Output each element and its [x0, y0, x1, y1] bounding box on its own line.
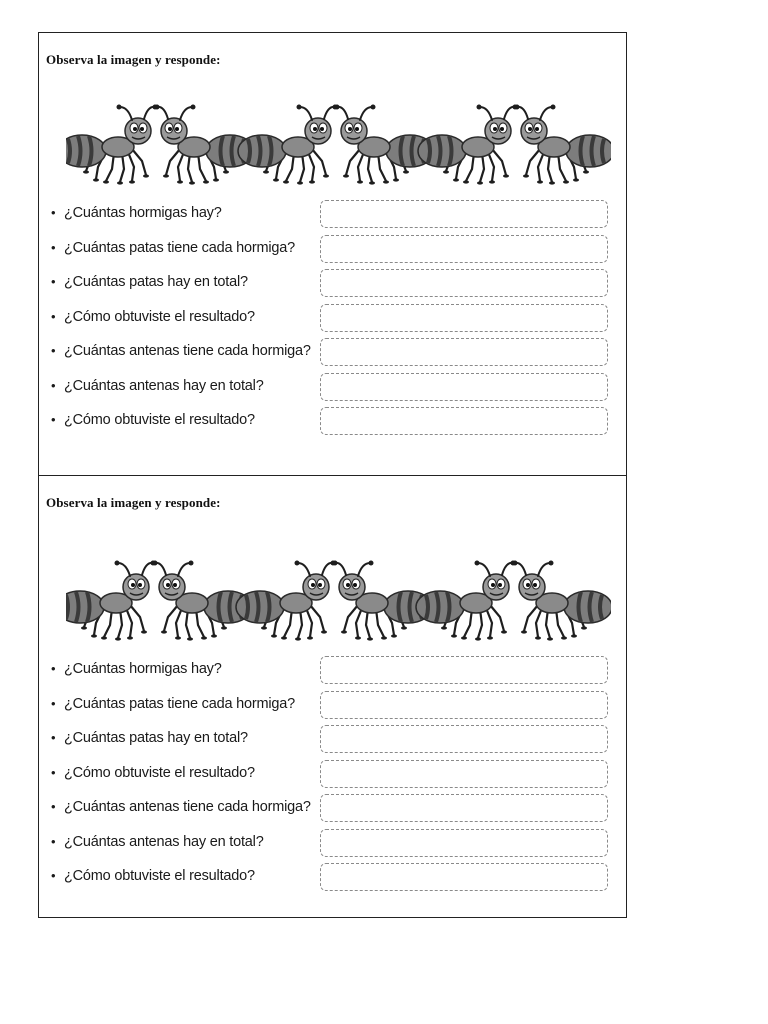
ant-icon — [66, 105, 160, 185]
question-row — [51, 405, 608, 440]
question-text: ¿Cuántas patas tiene cada hormiga? — [64, 239, 295, 256]
answer-box[interactable] — [320, 338, 608, 366]
ant-icon — [513, 105, 612, 185]
bullet: • — [51, 308, 56, 324]
bullet: • — [51, 377, 56, 393]
answer-box[interactable] — [320, 794, 608, 822]
answer-box[interactable] — [320, 691, 608, 719]
question-row — [51, 233, 608, 268]
question-row — [51, 689, 608, 724]
question-row — [51, 758, 608, 793]
answer-box[interactable] — [320, 656, 608, 684]
question-text: ¿Cuántas antenas tiene cada hormiga? — [64, 343, 311, 359]
ant-icon — [66, 561, 158, 641]
question-text: ¿Cuántas patas hay en total? — [64, 730, 248, 746]
answer-box[interactable] — [320, 863, 608, 891]
bullet: • — [51, 730, 56, 745]
question-text: ¿Cuántas antenas hay en total? — [64, 377, 264, 394]
bullet: • — [51, 833, 56, 849]
question-row — [51, 302, 608, 337]
answer-box[interactable] — [320, 829, 608, 857]
question-text: ¿Cómo obtuviste el resultado? — [64, 308, 255, 325]
bullet: • — [51, 343, 56, 358]
question-text: ¿Cuántas patas hay en total? — [64, 274, 248, 290]
question-row — [51, 336, 608, 371]
question-row — [51, 723, 608, 758]
answer-box[interactable] — [320, 407, 608, 435]
answer-box[interactable] — [320, 235, 608, 263]
instruction-heading: Observa la imagen y responde: — [46, 495, 221, 510]
bullet: • — [51, 661, 56, 676]
answer-box[interactable] — [320, 760, 608, 788]
ant-icon — [416, 561, 518, 641]
question-text: ¿Cuántas antenas hay en total? — [64, 833, 264, 850]
question-row — [51, 827, 608, 862]
instruction-heading: Observa la imagen y responde: — [46, 52, 221, 67]
question-list — [51, 198, 608, 440]
question-list — [51, 654, 608, 896]
question-text: ¿Cuántas patas tiene cada hormiga? — [64, 695, 295, 712]
answer-box[interactable] — [320, 725, 608, 753]
worksheet-cell-1 — [39, 33, 626, 476]
answer-box[interactable] — [320, 304, 608, 332]
worksheet-cell-2 — [39, 476, 626, 918]
bullet: • — [51, 205, 56, 220]
ant-icon — [333, 105, 435, 185]
ants-illustration — [66, 553, 611, 643]
ants-illustration — [66, 97, 611, 187]
bullet: • — [51, 868, 56, 883]
question-row — [51, 198, 608, 233]
question-row — [51, 267, 608, 302]
worksheet-table — [38, 32, 627, 918]
question-text: ¿Cuántas antenas tiene cada hormiga? — [64, 799, 311, 815]
bullet: • — [51, 274, 56, 289]
answer-box[interactable] — [320, 200, 608, 228]
bullet: • — [51, 412, 56, 427]
answer-box[interactable] — [320, 373, 608, 401]
ant-icon — [511, 561, 612, 641]
ant-icon — [151, 561, 253, 641]
ant-icon — [153, 105, 255, 185]
bullet: • — [51, 239, 56, 255]
bullet: • — [51, 799, 56, 814]
ant-icon — [418, 105, 520, 185]
ant-icon — [236, 561, 338, 641]
question-text: ¿Cuántas hormigas hay? — [64, 205, 222, 221]
question-row — [51, 792, 608, 827]
question-text: ¿Cómo obtuviste el resultado? — [64, 868, 255, 884]
question-text: ¿Cuántas hormigas hay? — [64, 661, 222, 677]
question-text: ¿Cómo obtuviste el resultado? — [64, 412, 255, 428]
question-row — [51, 371, 608, 406]
bullet: • — [51, 695, 56, 711]
bullet: • — [51, 764, 56, 780]
answer-box[interactable] — [320, 269, 608, 297]
question-row — [51, 654, 608, 689]
ant-icon — [331, 561, 433, 641]
question-row — [51, 861, 608, 896]
question-text: ¿Cómo obtuviste el resultado? — [64, 764, 255, 781]
ant-icon — [238, 105, 340, 185]
